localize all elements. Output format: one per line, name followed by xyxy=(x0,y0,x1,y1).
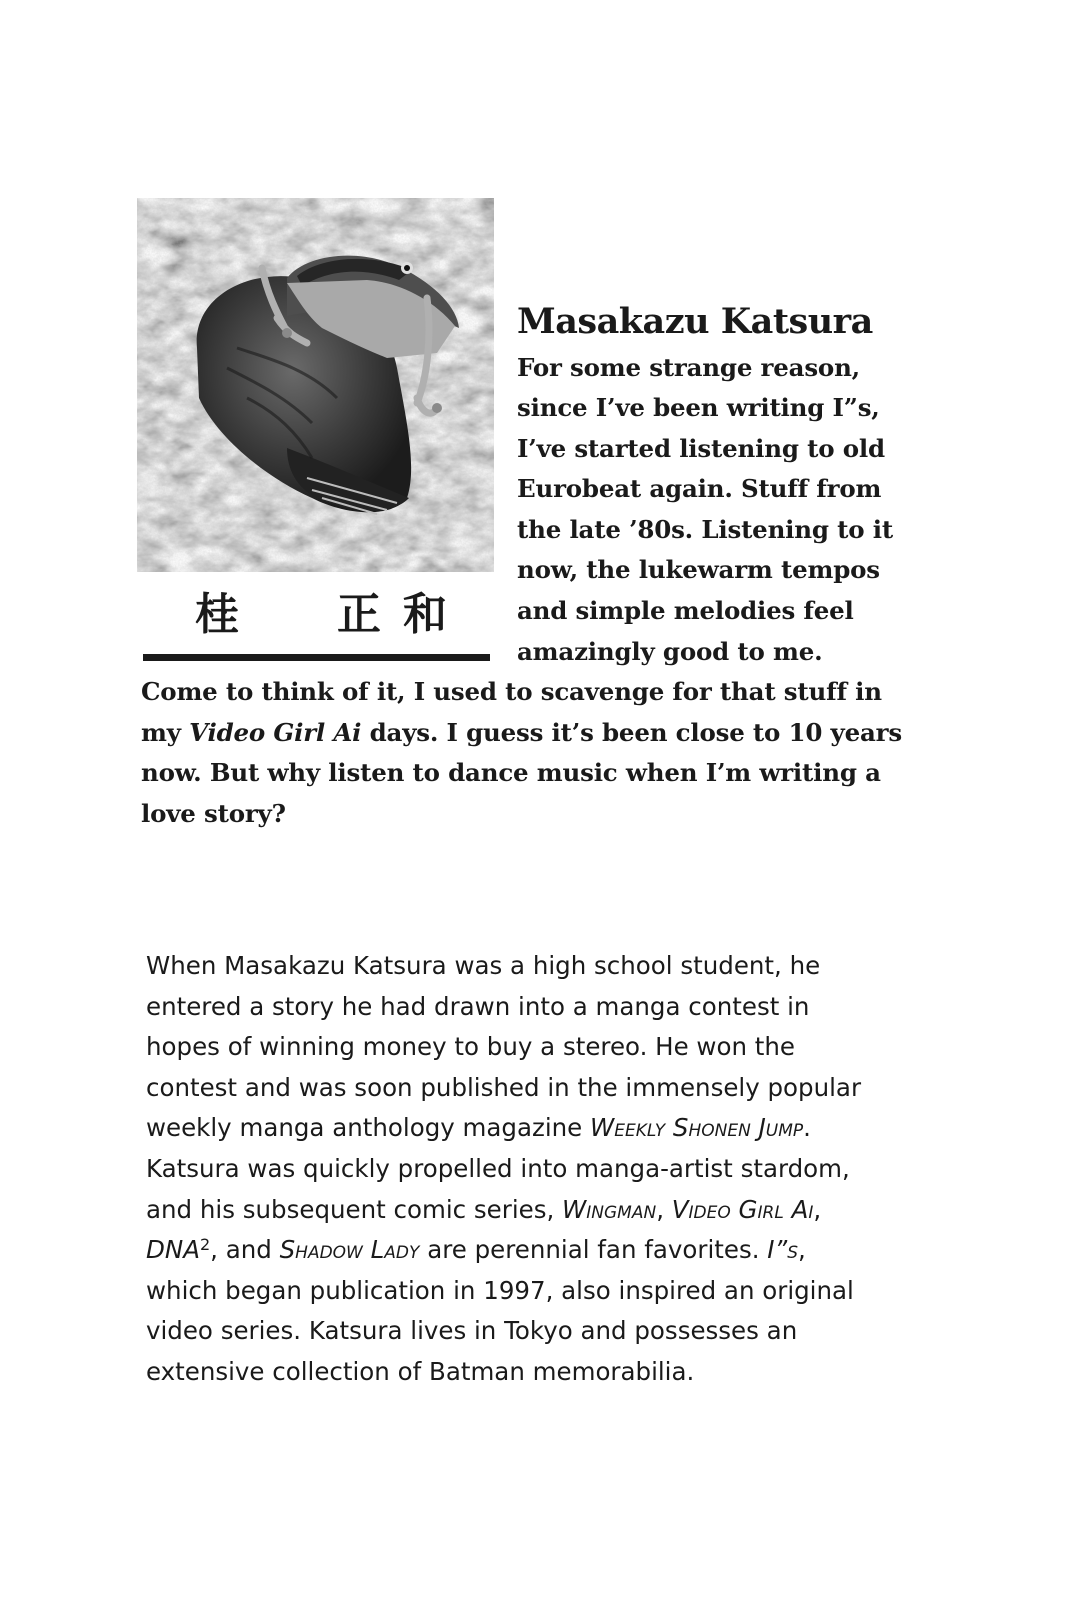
bio-line: Katsura was quickly propelled into manga-artist stardom, xyxy=(146,1153,850,1183)
title-dna-superscript: 2 xyxy=(199,1235,211,1255)
title-wingman: Wingman xyxy=(562,1194,657,1224)
bio-line xyxy=(146,1230,926,1271)
quote-line: since I’ve been writing I”s, xyxy=(517,393,880,422)
bio-line xyxy=(146,1108,926,1149)
kanji-char-2: 正 xyxy=(337,589,381,640)
bio-line xyxy=(146,1190,926,1231)
quote-line xyxy=(141,717,902,749)
title-is: I”s xyxy=(767,1235,799,1265)
quote-line: For some strange reason, xyxy=(517,353,861,382)
bio-text: , xyxy=(813,1194,822,1224)
title-dna: DNA xyxy=(146,1235,200,1265)
bio-text: weekly manga anthology magazine xyxy=(146,1113,591,1143)
bio-text: , xyxy=(656,1194,672,1224)
bio-line: When Masakazu Katsura was a high school student, he xyxy=(146,951,821,980)
author-photo xyxy=(137,198,494,572)
bio-line: entered a story he had drawn into a manga contest in xyxy=(146,991,810,1021)
title-video-girl-ai: Video Girl Ai xyxy=(671,1194,814,1224)
quote-line: Come to think of it, I used to scavenge for that stuff in xyxy=(141,677,882,706)
quote-line: Eurobeat again. Stuff from xyxy=(517,474,882,503)
quote-line: I’ve started listening to old xyxy=(517,434,885,463)
quote-line: amazingly good to me. xyxy=(517,637,823,666)
kanji-char-1: 桂 xyxy=(195,589,239,640)
quote-text: my xyxy=(141,718,190,747)
author-name: Masakazu Katsura xyxy=(517,301,873,342)
quote-text: days. I guess it’s been close to 10 years xyxy=(361,718,902,747)
quote-title-italic: Video Girl Ai xyxy=(189,718,362,747)
bio-line: hopes of winning money to buy a stereo. He won the xyxy=(146,1032,795,1062)
bio-line: contest and was soon published in the immensely popular xyxy=(146,1072,862,1102)
bio-line: video series. Katsura lives in Tokyo and possesses an xyxy=(146,1316,798,1346)
bio-line: extensive collection of Batman memorabilia. xyxy=(146,1356,695,1386)
quote-line: and simple melodies feel xyxy=(517,596,854,625)
bio-text: . xyxy=(803,1113,811,1143)
title-weekly-shonen-jump: Weekly Shonen Jump xyxy=(590,1113,804,1143)
kanji-underline-divider xyxy=(143,654,490,661)
bio-text: , and xyxy=(210,1235,280,1265)
bio-text: are perennial fan favorites. xyxy=(419,1235,768,1265)
bio-text: , xyxy=(798,1235,806,1265)
quote-line: now. But why listen to dance music when I’m writing a xyxy=(141,758,881,787)
quote-line: the late ’80s. Listening to it xyxy=(517,515,893,544)
kanji-char-3: 和 xyxy=(403,589,447,640)
quote-line: now, the lukewarm tempos xyxy=(517,555,880,584)
title-shadow-lady: Shadow Lady xyxy=(279,1235,420,1265)
author-name-kanji xyxy=(144,588,490,642)
quote-line: love story? xyxy=(141,799,286,828)
bio-text: and his subsequent comic series, xyxy=(146,1194,563,1224)
bio-line: which began publication in 1997, also inspired an original xyxy=(146,1275,854,1305)
author-biography xyxy=(146,946,926,1393)
